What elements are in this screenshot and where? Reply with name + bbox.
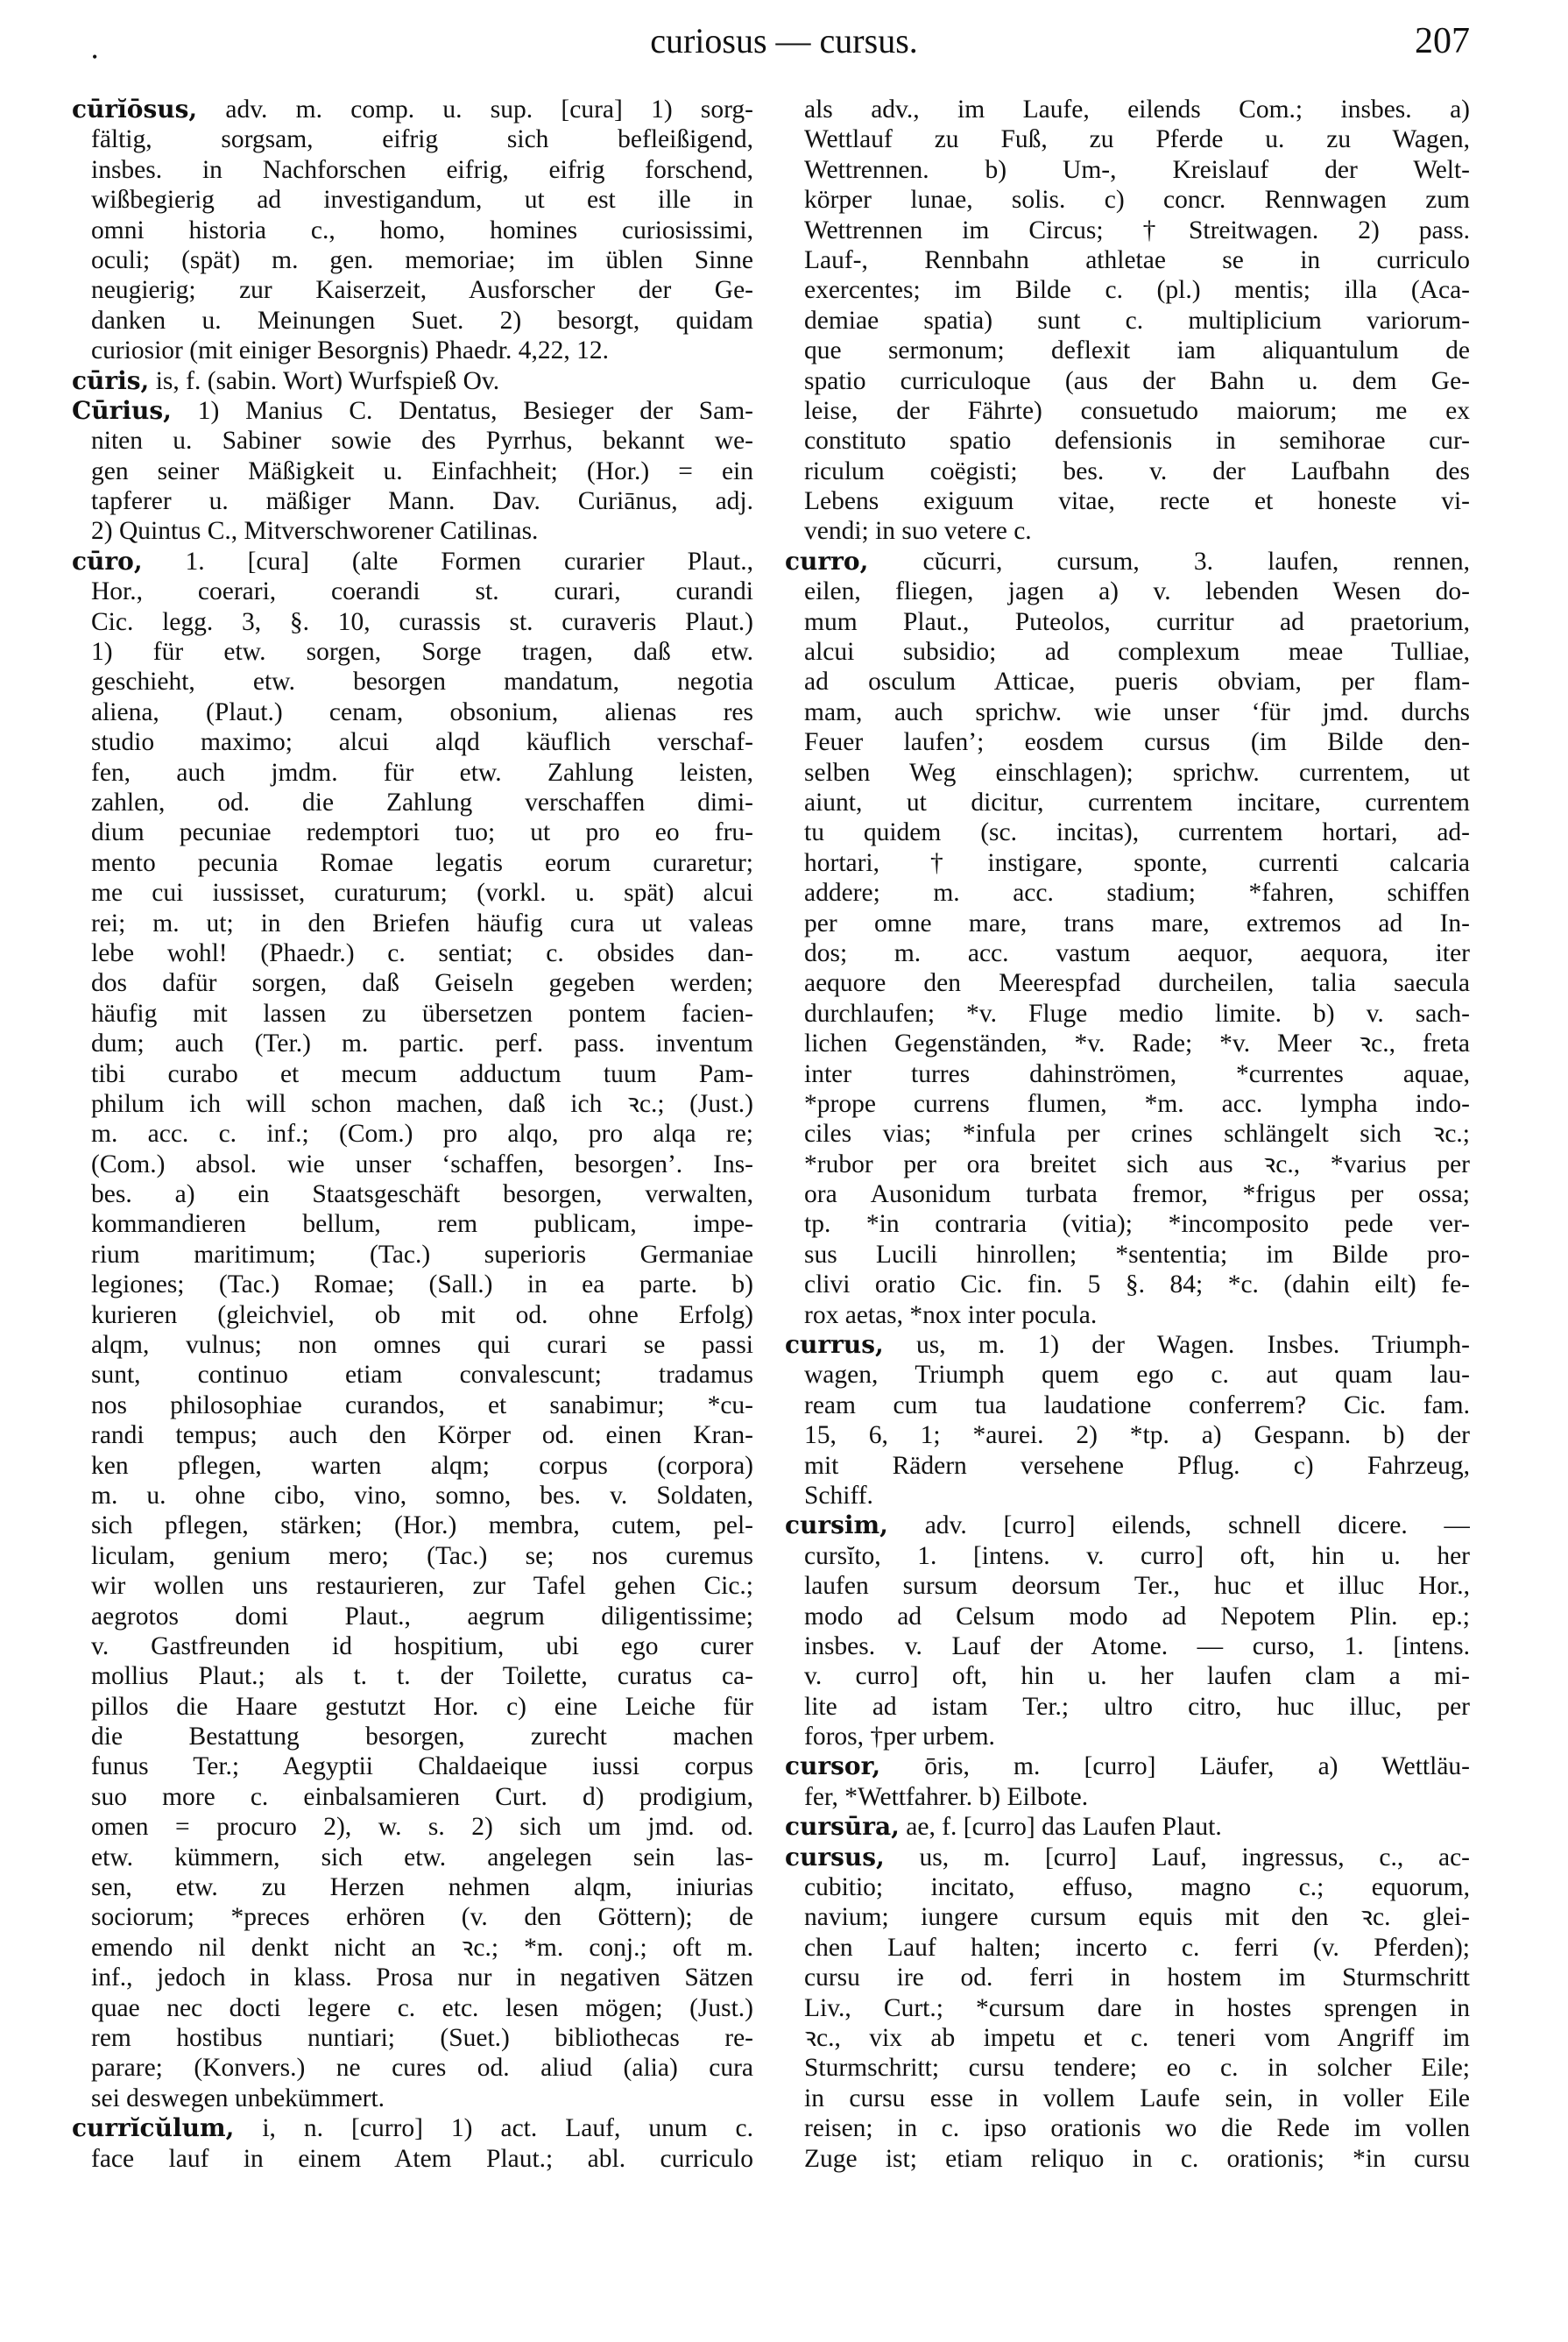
entry-line (785, 697, 1470, 727)
entry-text: randi tempus; auch den Körper od. einen Kran- (91, 1421, 753, 1450)
entry-line (785, 788, 1470, 817)
entry-line (72, 1059, 753, 1089)
entry-text: aegrotos domi Plaut., aegrum diligentissime; (91, 1602, 753, 1631)
entry-text: ae, f. [curro] das Laufen Plaut. (899, 1813, 1222, 1842)
headword: currĭcŭlum, (72, 2113, 235, 2143)
entry-text: cubitio; incitato, effuso, magno c.; equorum, (804, 1873, 1470, 1902)
entry-headline (785, 1843, 1470, 1872)
entry-text: liculam, genium mero; (Tac.) se; nos curemus (91, 1541, 753, 1570)
entry-line (72, 1902, 753, 1932)
entry-text: dum; auch (Ter.) m. partic. perf. pass. inventum (91, 1029, 753, 1058)
entry-line (785, 366, 1470, 396)
entry-line (72, 216, 753, 245)
entry-line (785, 1602, 1470, 1631)
entry-text: modo ad Celsum modo ad Nepotem Plin. ep.; (804, 1602, 1470, 1631)
entry-line (785, 817, 1470, 847)
entry-text: me cui iussisset, curaturum; (vorkl. u. spät) alcui (91, 879, 753, 908)
entry-line (785, 2053, 1470, 2083)
entry-text: etw. kümmern, sich etw. angelegen sein las- (91, 1843, 753, 1871)
entry-text: oculi; (spät) m. gen. memoriae; im üblen Sinne (91, 245, 753, 274)
entry-text: mollius Plaut.; als t. t. der Toilette, curatus ca- (91, 1662, 753, 1691)
entry-text: quae nec docti legere c. etc. lesen mögen; (Just.) (91, 1993, 753, 2022)
entry-headline (72, 366, 753, 396)
entry-line (72, 1029, 753, 1058)
entry-line (72, 1150, 753, 1179)
entry-text: wißbegierig ad investigandum, ut est ille in (91, 186, 753, 215)
entry-text: mento pecunia Romae legatis eorum curaretur; (91, 848, 753, 877)
entry-text: dos; m. acc. vastum aequor, aequora, iter (804, 938, 1470, 967)
entry-text: Wettrennen. b) Um-, Kreislauf der Welt- (804, 155, 1470, 184)
entry-text: alqm, vulnus; non omnes qui curari se passi (91, 1331, 753, 1360)
entry-text: als adv., im Laufe, eilends Com.; insbes. a) (804, 96, 1470, 124)
entry-line (72, 1571, 753, 1601)
entry-line (72, 1993, 753, 2023)
entry-line (72, 788, 753, 817)
entry-headline (785, 1812, 1470, 1842)
entry-line (785, 124, 1470, 154)
headword: cūro, (72, 546, 143, 576)
entry-line (785, 336, 1470, 365)
entry-line (72, 426, 753, 456)
entry-text: rium maritimum; (Tac.) superioris Germaniae (91, 1240, 753, 1269)
entry-text: omni historia c., homo, homines curiosissimi, (91, 216, 753, 244)
entry-line (72, 1420, 753, 1450)
entry-text: ōris, m. [curro] Läufer, a) Wettläu- (880, 1752, 1470, 1781)
entry-line (785, 1360, 1470, 1390)
entry-text: sunt, continuo etiam convalescunt; tradamus (91, 1361, 753, 1390)
entry-line (785, 909, 1470, 938)
entry-line (72, 1872, 753, 1902)
entry-line (785, 306, 1470, 336)
entry-line (785, 607, 1470, 637)
entry-text: neugierig; zur Kaiserzeit, Ausforscher der Ge- (91, 276, 753, 305)
entry-line (72, 124, 753, 154)
entry-line (785, 516, 1470, 546)
entry-line (72, 1481, 753, 1511)
entry-text: niten u. Sabiner sowie des Pyrrhus, bekannt we- (91, 427, 753, 456)
entry-line (785, 1782, 1470, 1812)
entry-headline (72, 95, 753, 124)
entry-line (72, 1541, 753, 1571)
entry-line (785, 456, 1470, 486)
entry-line (72, 456, 753, 486)
entry-line (785, 185, 1470, 215)
entry-text: omen = procuro 2), w. s. 2) sich um jmd. od. (91, 1813, 753, 1842)
entry-text: ꝛc., vix ab impetu et c. teneri vom Angriff im (804, 2024, 1470, 2052)
entry-line (72, 1782, 753, 1812)
entry-text: alcui subsidio; ad complexum meae Tulliae, (804, 638, 1470, 667)
entry-text: studio maximo; alcui alqd käuflich verschaf- (91, 728, 753, 757)
entry-text: riculum coëgisti; bes. v. der Laufbahn des (804, 456, 1470, 485)
entry-text: parare; (Konvers.) ne cures od. aliud (alia) cura (91, 2054, 753, 2083)
headword: cursūra, (785, 1812, 900, 1842)
entry-line (785, 999, 1470, 1029)
entry-text: Lebens exiguum vitae, recte et honeste vi- (804, 487, 1470, 516)
entry-text: cursu ire od. ferri in hostem im Sturmschritt (804, 1963, 1470, 1992)
entry-text: per omne mare, trans mare, extremos ad In- (804, 909, 1470, 938)
entry-line (785, 95, 1470, 124)
entry-line (72, 1963, 753, 1992)
entry-text: 1) für etw. sorgen, Sorge tragen, daß etw. (91, 638, 753, 667)
entry-line (72, 1722, 753, 1751)
entry-line (785, 216, 1470, 245)
entry-line (785, 1420, 1470, 1450)
entry-line (785, 1059, 1470, 1089)
entry-line (72, 1751, 753, 1781)
entry-text: vendi; in suo vetere c. (804, 517, 1032, 546)
entry-text: Sturmschritt; cursu tendere; eo c. in solcher Eile; (804, 2054, 1470, 2083)
entry-line (785, 758, 1470, 788)
entry-line (72, 486, 753, 516)
entry-line (785, 2023, 1470, 2053)
stray-mark: • (92, 48, 98, 66)
entry-line (785, 1179, 1470, 1209)
entry-text: us, m. 1) der Wagen. Insbes. Triumph- (883, 1331, 1470, 1360)
page-number: 207 (1415, 21, 1470, 61)
entry-headline (72, 547, 753, 577)
entry-line (785, 1089, 1470, 1119)
entry-line (785, 1150, 1470, 1179)
entry-text: bes. a) ein Staatsgeschäft besorgen, verwalten, (91, 1180, 753, 1209)
entry-text: pillos die Haare gestutzt Hor. c) eine Leiche für (91, 1692, 753, 1721)
entry-text: tapferer u. mäßiger Mann. Dav. Curiānus, adj. (91, 487, 753, 516)
entry-text: rem hostibus nuntiari; (Suet.) bibliothecas re- (91, 2024, 753, 2052)
headword: cūrĭōsus, (72, 95, 198, 124)
entry-text: philum ich will schon machen, daß ich ꝛc.; (Just.) (91, 1089, 753, 1118)
entry-line (785, 968, 1470, 998)
entry-text: spatio curriculoque (aus der Bahn u. dem Ge- (804, 366, 1470, 395)
entry-text: inter turres dahinströmen, *currentes aquae, (804, 1059, 1470, 1088)
entry-text: Liv., Curt.; *cursum dare in hostes sprengen in (804, 1993, 1470, 2022)
entry-text: dium pecuniae redemptori tuo; ut pro eo fru- (91, 818, 753, 847)
entry-text: Feuer laufen’; eosdem cursus (im Bilde den- (804, 728, 1470, 757)
entry-line (72, 607, 753, 637)
entry-headline (785, 1511, 1470, 1540)
entry-line (785, 2113, 1470, 2143)
entry-line (72, 577, 753, 606)
entry-line (785, 1571, 1470, 1601)
entry-text: Zuge ist; etiam reliquo in c. orationis; *in cursu (804, 2144, 1470, 2173)
entry-line (72, 1179, 753, 1209)
entry-text: sus Lucili hinrollen; *sententia; im Bilde pro- (804, 1240, 1470, 1269)
entry-line (72, 1330, 753, 1360)
entry-text: insbes. v. Lauf der Atome. — curso, 1. [intens. (804, 1631, 1470, 1660)
entry-text: v. curro] oft, hin u. her laufen clam a mi- (804, 1662, 1470, 1691)
entry-text: Cic. legg. 3, §. 10, curassis st. curaveris Plaut.) (91, 607, 753, 636)
headword: curro, (785, 546, 869, 576)
entry-line (72, 2084, 753, 2113)
entry-line (785, 1902, 1470, 1932)
entry-text: selben Weg einschlagen); sprichw. currentem, ut (804, 758, 1470, 787)
entry-line (785, 1722, 1470, 1751)
entry-line (785, 1993, 1470, 2023)
entry-text: die Bestattung besorgen, zurecht machen (91, 1723, 753, 1751)
entry-line (72, 516, 753, 546)
entry-text: aequore den Meerespfad durcheilen, talia saecula (804, 969, 1470, 998)
entry-line (72, 968, 753, 998)
headword: cursus, (785, 1842, 885, 1871)
entry-line (785, 1692, 1470, 1722)
entry-line (72, 336, 753, 365)
entry-line (72, 637, 753, 667)
headword: cursor, (785, 1751, 881, 1781)
entry-line (785, 426, 1470, 456)
entry-line (785, 938, 1470, 968)
entry-text: us, m. [curro] Lauf, ingressus, c., ac- (884, 1843, 1470, 1871)
left-column (72, 95, 753, 2174)
entry-line (785, 1119, 1470, 1149)
right-column (785, 95, 1470, 2174)
entry-text: Wettlauf zu Fuß, zu Pferde u. zu Wagen, (804, 125, 1470, 154)
entry-text: tibi curabo et mecum adductum tuum Pam- (91, 1059, 753, 1088)
entry-line (785, 1209, 1470, 1239)
entry-text: inf., jedoch in klass. Prosa nur in negativen Sätzen (91, 1963, 753, 1992)
entry-line (785, 1541, 1470, 1571)
entry-line (72, 909, 753, 938)
entry-line (72, 1692, 753, 1722)
entry-line (72, 848, 753, 878)
entry-line (785, 637, 1470, 667)
entry-text: geschieht, etw. besorgen mandatum, negotia (91, 668, 753, 697)
entry-text: sei deswegen unbekümmert. (91, 2084, 385, 2112)
entry-text: tp. *in contraria (vitia); *incomposito pede ver- (804, 1210, 1470, 1239)
entry-line (72, 667, 753, 697)
entry-text: 1) Manius C. Dentatus, Besieger der Sam- (171, 396, 753, 425)
entry-line (785, 245, 1470, 275)
entry-line (785, 577, 1470, 606)
entry-line (72, 1240, 753, 1270)
entry-headline (785, 547, 1470, 577)
entry-text: durchlaufen; *v. Fluge medio limite. b) v. sach- (804, 999, 1470, 1028)
entry-text: demiae spatia) sunt c. multiplicium variorum- (804, 306, 1470, 335)
entry-line (785, 1631, 1470, 1661)
entry-line (72, 1661, 753, 1691)
entry-text: körper lunae, solis. c) concr. Rennwagen zum (804, 186, 1470, 215)
entry-headline (785, 1751, 1470, 1781)
entry-line (785, 1240, 1470, 1270)
headword: cūris, (72, 365, 150, 395)
entry-text: v. Gastfreunden id hospitium, ubi ego curer (91, 1631, 753, 1660)
entry-text: fen, auch jmdm. für etw. Zahlung leisten, (91, 758, 753, 787)
entry-line (785, 1661, 1470, 1691)
entry-line (72, 155, 753, 185)
entry-text: häufig mit lassen zu übersetzen pontem facien- (91, 999, 753, 1028)
headword: Cūrius, (72, 395, 172, 425)
entry-headline (72, 396, 753, 426)
entry-text: in cursu esse in vollem Laufe sein, in voller Eile (804, 2084, 1470, 2112)
entry-line (72, 1843, 753, 1872)
entry-line (72, 185, 753, 215)
entry-line (785, 1029, 1470, 1058)
entry-line (72, 1209, 753, 1239)
entry-text: lite ad istam Ter.; ultro citro, huc illuc, per (804, 1692, 1470, 1721)
entry-text: legiones; (Tac.) Romae; (Sall.) in ea parte. b) (91, 1270, 753, 1299)
entry-line (785, 1963, 1470, 1992)
entry-text: dos dafür sorgen, daß Geiseln gegeben werden; (91, 969, 753, 998)
entry-line (785, 667, 1470, 697)
entry-text: kommandieren bellum, rem publicam, impe- (91, 1210, 753, 1239)
entry-line (785, 1933, 1470, 1963)
entry-line (72, 1119, 753, 1149)
entry-text: que sermonum; deflexit iam aliquantulum de (804, 336, 1470, 365)
entry-line (72, 245, 753, 275)
entry-line (72, 1300, 753, 1330)
entry-line (72, 758, 753, 788)
entry-text: mit Rädern versehene Pflug. c) Fahrzeug, (804, 1451, 1470, 1480)
entry-text: aiunt, ut dicitur, currentem incitare, currentem (804, 788, 1470, 817)
entry-text: nos philosophiae curandos, et sanabimur; *cu- (91, 1390, 753, 1419)
entry-line (785, 727, 1470, 757)
headword: currus, (785, 1330, 884, 1360)
entry-line (72, 878, 753, 908)
entry-text: face lauf in einem Atem Plaut.; abl. curriculo (91, 2144, 753, 2173)
entry-text: rox aetas, *nox inter pocula. (804, 1300, 1098, 1329)
entry-line (72, 1511, 753, 1540)
entry-text: m. acc. c. inf.; (Com.) pro alqo, pro alqa re; (91, 1120, 753, 1149)
entry-text: m. u. ohne cibo, vino, somno, bes. v. Soldaten, (91, 1481, 753, 1510)
entry-text: navium; iungere cursum equis mit den ꝛc. glei- (804, 1903, 1470, 1932)
entry-line (785, 2144, 1470, 2174)
entry-text: lebe wohl! (Phaedr.) c. sentiat; c. obsides dan- (91, 938, 753, 967)
entry-line (785, 486, 1470, 516)
entry-line (72, 306, 753, 336)
entry-text: ken pflegen, warten alqm; corpus (corpora) (91, 1451, 753, 1480)
entry-line (785, 275, 1470, 305)
entry-text: chen Lauf halten; incerto c. ferri (v. Pferden); (804, 1933, 1470, 1962)
entry-text: foros, †per urbem. (804, 1723, 995, 1751)
entry-text: reisen; in c. ipso orationis wo die Rede im vollen (804, 2114, 1470, 2143)
entry-text: wir wollen uns restaurieren, zur Tafel gehen Cic.; (91, 1572, 753, 1601)
entry-headline (72, 2113, 753, 2143)
entry-text: ciles vias; *infula per crines schlängelt sich ꝛc.; (804, 1120, 1470, 1149)
entry-line (785, 1872, 1470, 1902)
entry-text: exercentes; im Bilde c. (pl.) mentis; illa (Aca- (804, 276, 1470, 305)
entry-line (72, 1360, 753, 1390)
running-title: curiosus — cursus. (650, 21, 918, 60)
entry-line (72, 1631, 753, 1661)
entry-text: cursĭto, 1. [intens. v. curro] oft, hin u. her (804, 1541, 1470, 1570)
entry-line (72, 275, 753, 305)
entry-line (72, 999, 753, 1029)
entry-text: rei; m. ut; in den Briefen häufig cura ut valeas (91, 909, 753, 938)
entry-line (72, 817, 753, 847)
entry-line (785, 155, 1470, 185)
entry-line (72, 2053, 753, 2083)
entry-line (72, 1270, 753, 1299)
entry-text: *rubor per ora breitet sich aus ꝛc., *varius per (804, 1150, 1470, 1178)
entry-text: lichen Gegenständen, *v. Rade; *v. Meer ꝛc., freta (804, 1029, 1470, 1058)
entry-text: Wettrennen im Circus; †Streitwagen. 2) pass. (804, 216, 1470, 244)
entry-text: hortari, †instigare, sponte, currenti calcaria (804, 848, 1470, 877)
entry-text: laufen sursum deorsum Ter., huc et illuc Hor., (804, 1572, 1470, 1601)
entry-text: adv. m. comp. u. sup. [cura] 1) sorg- (197, 96, 753, 124)
entry-line (72, 1089, 753, 1119)
entry-text: clivi oratio Cic. fin. 5 §. 84; *c. (dahin eilt) fe- (804, 1270, 1470, 1299)
entry-text: i, n. [curro] 1) act. Lauf, unum c. (234, 2114, 753, 2143)
entry-text: mum Plaut., Puteolos, curritur ad praetorium, (804, 607, 1470, 636)
entry-line (785, 1300, 1470, 1330)
entry-text: adv. [curro] eilends, schnell dicere. — (887, 1511, 1470, 1540)
entry-line (785, 1390, 1470, 1420)
entry-text: addere; m. acc. stadium; *fahren, schiffen (804, 879, 1470, 908)
entry-text: (Com.) absol. wie unser ‘schaffen, besorgen’. Ins- (91, 1150, 753, 1178)
entry-line (785, 878, 1470, 908)
entry-line (72, 1933, 753, 1963)
entry-text: zahlen, od. die Zahlung verschaffen dimi- (91, 788, 753, 817)
entry-text: funus Ter.; Aegyptii Chaldaeique iussi corpus (91, 1752, 753, 1781)
entry-text: curiosior (mit einiger Besorgnis) Phaedr. 4,22, 12. (91, 336, 610, 365)
entry-text: is, f. (sabin. Wort) Wurfspieß Ov. (149, 366, 500, 395)
entry-line (72, 1602, 753, 1631)
entry-text: ream cum tua laudatione conferrem? Cic. fam. (804, 1390, 1470, 1419)
entry-line (72, 697, 753, 727)
entry-text: fer, *Wettfahrer. b) Eilbote. (804, 1782, 1089, 1811)
entry-line (72, 1390, 753, 1420)
entry-text: insbes. in Nachforschen eifrig, eifrig forschend, (91, 155, 753, 184)
entry-text: ad osculum Atticae, pueris obviam, per flam- (804, 668, 1470, 697)
entry-text: emendo nil denkt nicht an ꝛc.; *m. conj.; oft m. (91, 1933, 753, 1962)
entry-text: 1. [cura] (alte Formen curarier Plaut., (142, 547, 753, 576)
entry-line (72, 727, 753, 757)
entry-text: eilen, fliegen, jagen a) v. lebenden Wesen do- (804, 577, 1470, 606)
entry-text: wagen, Triumph quem ego c. aut quam lau- (804, 1361, 1470, 1390)
entry-text: gen seiner Mäßigkeit u. Einfachheit; (Hor.) = ein (91, 456, 753, 485)
entry-text: leise, der Fährte) consuetudo maiorum; me ex (804, 396, 1470, 425)
entry-line (785, 1270, 1470, 1299)
entry-text: sociorum; *preces erhören (v. den Göttern); de (91, 1903, 753, 1932)
entry-text: 2) Quintus C., Mitverschworener Catilinas. (91, 517, 539, 546)
entry-text: suo more c. einbalsamieren Curt. d) prodigium, (91, 1782, 753, 1811)
entry-line (785, 2084, 1470, 2113)
entry-line (785, 1451, 1470, 1481)
entry-text: tu quidem (sc. incitas), currentem hortari, ad- (804, 818, 1470, 847)
entry-text: mam, auch sprichw. wie unser ‘für jmd. durchs (804, 697, 1470, 726)
entry-text: Hor., coerari, coerandi st. curari, curandi (91, 577, 753, 606)
entry-text: danken u. Meinungen Suet. 2) besorgt, quidam (91, 306, 753, 335)
entry-text: 15, 6, 1; *aurei. 2) *tp. a) Gespann. b) der (804, 1421, 1470, 1450)
entry-line (785, 1481, 1470, 1511)
entry-line (72, 1812, 753, 1842)
entry-text: kurieren (gleichviel, ob mit od. ohne Erfolg) (91, 1300, 753, 1329)
entry-text: aliena, (Plaut.) cenam, obsonium, alienas res (91, 697, 753, 726)
entry-line (72, 938, 753, 968)
entry-line (785, 396, 1470, 426)
entry-line (72, 2023, 753, 2053)
entry-text: cŭcurri, cursum, 3. laufen, rennen, (868, 547, 1470, 576)
entry-text: Schiff. (804, 1481, 873, 1510)
entry-line (785, 848, 1470, 878)
entry-text: fältig, sorgsam, eifrig sich befleißigend, (91, 125, 753, 154)
entry-text: constituto spatio defensionis in semihorae cur- (804, 427, 1470, 456)
entry-text: ora Ausonidum turbata fremor, *frigus per ossa; (804, 1180, 1470, 1209)
entry-line (72, 1451, 753, 1481)
entry-text: Lauf-, Rennbahn athletae se in curriculo (804, 245, 1470, 274)
entry-text: sen, etw. zu Herzen nehmen alqm, iniurias (91, 1873, 753, 1902)
entry-text: *prope currens flumen, *m. acc. lympha indo- (804, 1089, 1470, 1118)
entry-headline (785, 1330, 1470, 1360)
entry-line (72, 2144, 753, 2174)
entry-text: sich pflegen, stärken; (Hor.) membra, cutem, pel- (91, 1511, 753, 1540)
headword: cursim, (785, 1511, 888, 1540)
